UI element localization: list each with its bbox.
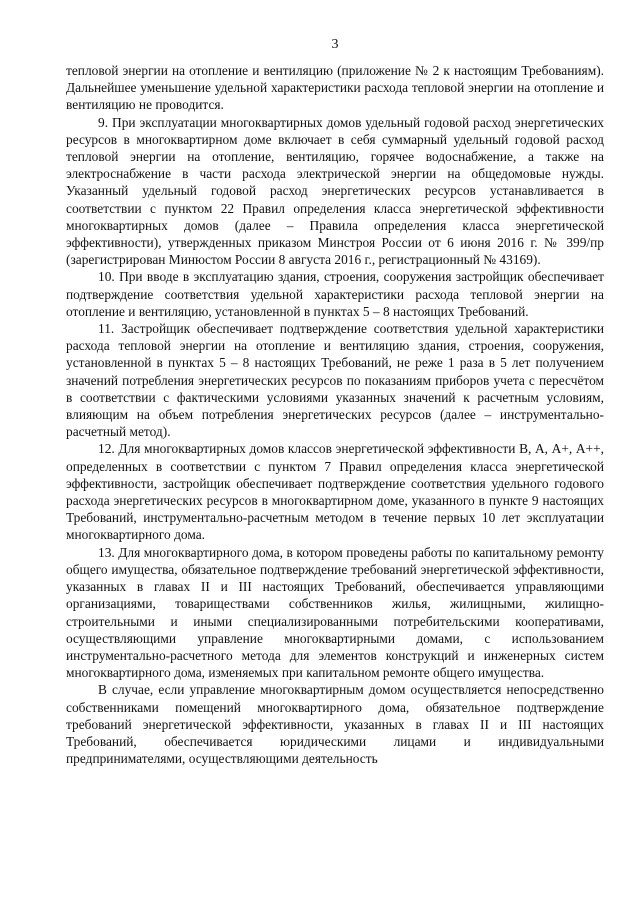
- paragraph-12: 12. Для многоквартирных домов классов энергетической эффективности В, А, А+, А++, определенных в соответствии с пунктом 7 Правил определения класса энергетической эффективности, застройщик обеспечивает подтверждение соответствия удельного годового расхода энергетических ресурсов в многоквартирном доме, указанного в пункте 9 настоящих Требований, инструментально-расчетным методом в течение первых 10 лет эксплуатации многоквартирного дома.: [66, 441, 604, 543]
- paragraph-9: 9. При эксплуатации многоквартирных домов удельный годовой расход энергетических ресурсов в многоквартирном доме включает в себя суммарный удельный годовой расход тепловой энергии на отопление, вентиляцию, горячее водоснабжение, а также на электроснабжение в части расхода электрической энергии на общедомовые нужды. Указанный удельный годовой расход энергетических ресурсов устанавливается в соответствии с пунктом 22 Правил определения класса энергетической эффективности многоквартирных домов (далее – Правила определения класса энергетической эффективности), утвержденных приказом Минстроя России от 6 июня 2016 г. № 399/пр (зарегистрирован Минюстом России 8 августа 2016 г., регистрационный № 43169).: [66, 114, 604, 268]
- paragraph-continuation: тепловой энергии на отопление и вентиляцию (приложение № 2 к настоящим Требованиям). Дальнейшее уменьшение удельной характеристики расхода тепловой энергии на отопление и вентиляцию не проводится.: [66, 63, 604, 113]
- paragraph-13-continuation: В случае, если управление многоквартирным домом осуществляется непосредственно собственниками помещений многоквартирного дома, обязательное подтверждение требований энергетической эффективности, указанных в главах II и III настоящих Требований, обеспечивается юридическими лицами и индивидуальными предпринимателями, осуществляющими деятельность: [66, 682, 604, 767]
- paragraph-13: 13. Для многоквартирного дома, в котором проведены работы по капитальному ремонту общего имущества, обязательное подтверждение требований энергетической эффективности, указанных в главах II и III настоящих Требований, обеспечивается управляющими организациями, товариществами собственников жилья, жилищными, жилищно-строительными и иными специализированными потребительскими кооперативами, осуществляющими управление многоквартирными домами, с использованием инструментально-расчетного метода для элементов конструкций и инженерных систем многоквартирного дома, изменяемых при капитальном ремонте общего имущества.: [66, 544, 604, 681]
- paragraph-11: 11. Застройщик обеспечивает подтверждение соответствия удельной характеристики расхода тепловой энергии на отопление и вентиляцию здания, строения, сооружения, установленной в пунктах 5 – 8 настоящих Требований, не реже 1 раза в 5 лет получением значений потребления энергетических ресурсов по показаниям приборов учета с пересчётом в соответствии с фактическими условиями указанных значений к расчетным условиям, влияющим на объем потребления энергетических ресурсов (далее – инструментально-расчетный метод).: [66, 321, 604, 440]
- page-number: 3: [331, 37, 339, 52]
- paragraph-10: 10. При вводе в эксплуатацию здания, строения, сооружения застройщик обеспечивает подтверждение соответствия удельной характеристики расхода тепловой энергии на отопление и вентиляцию, установленной в пунктах 5 – 8 настоящих Требований.: [66, 269, 604, 319]
